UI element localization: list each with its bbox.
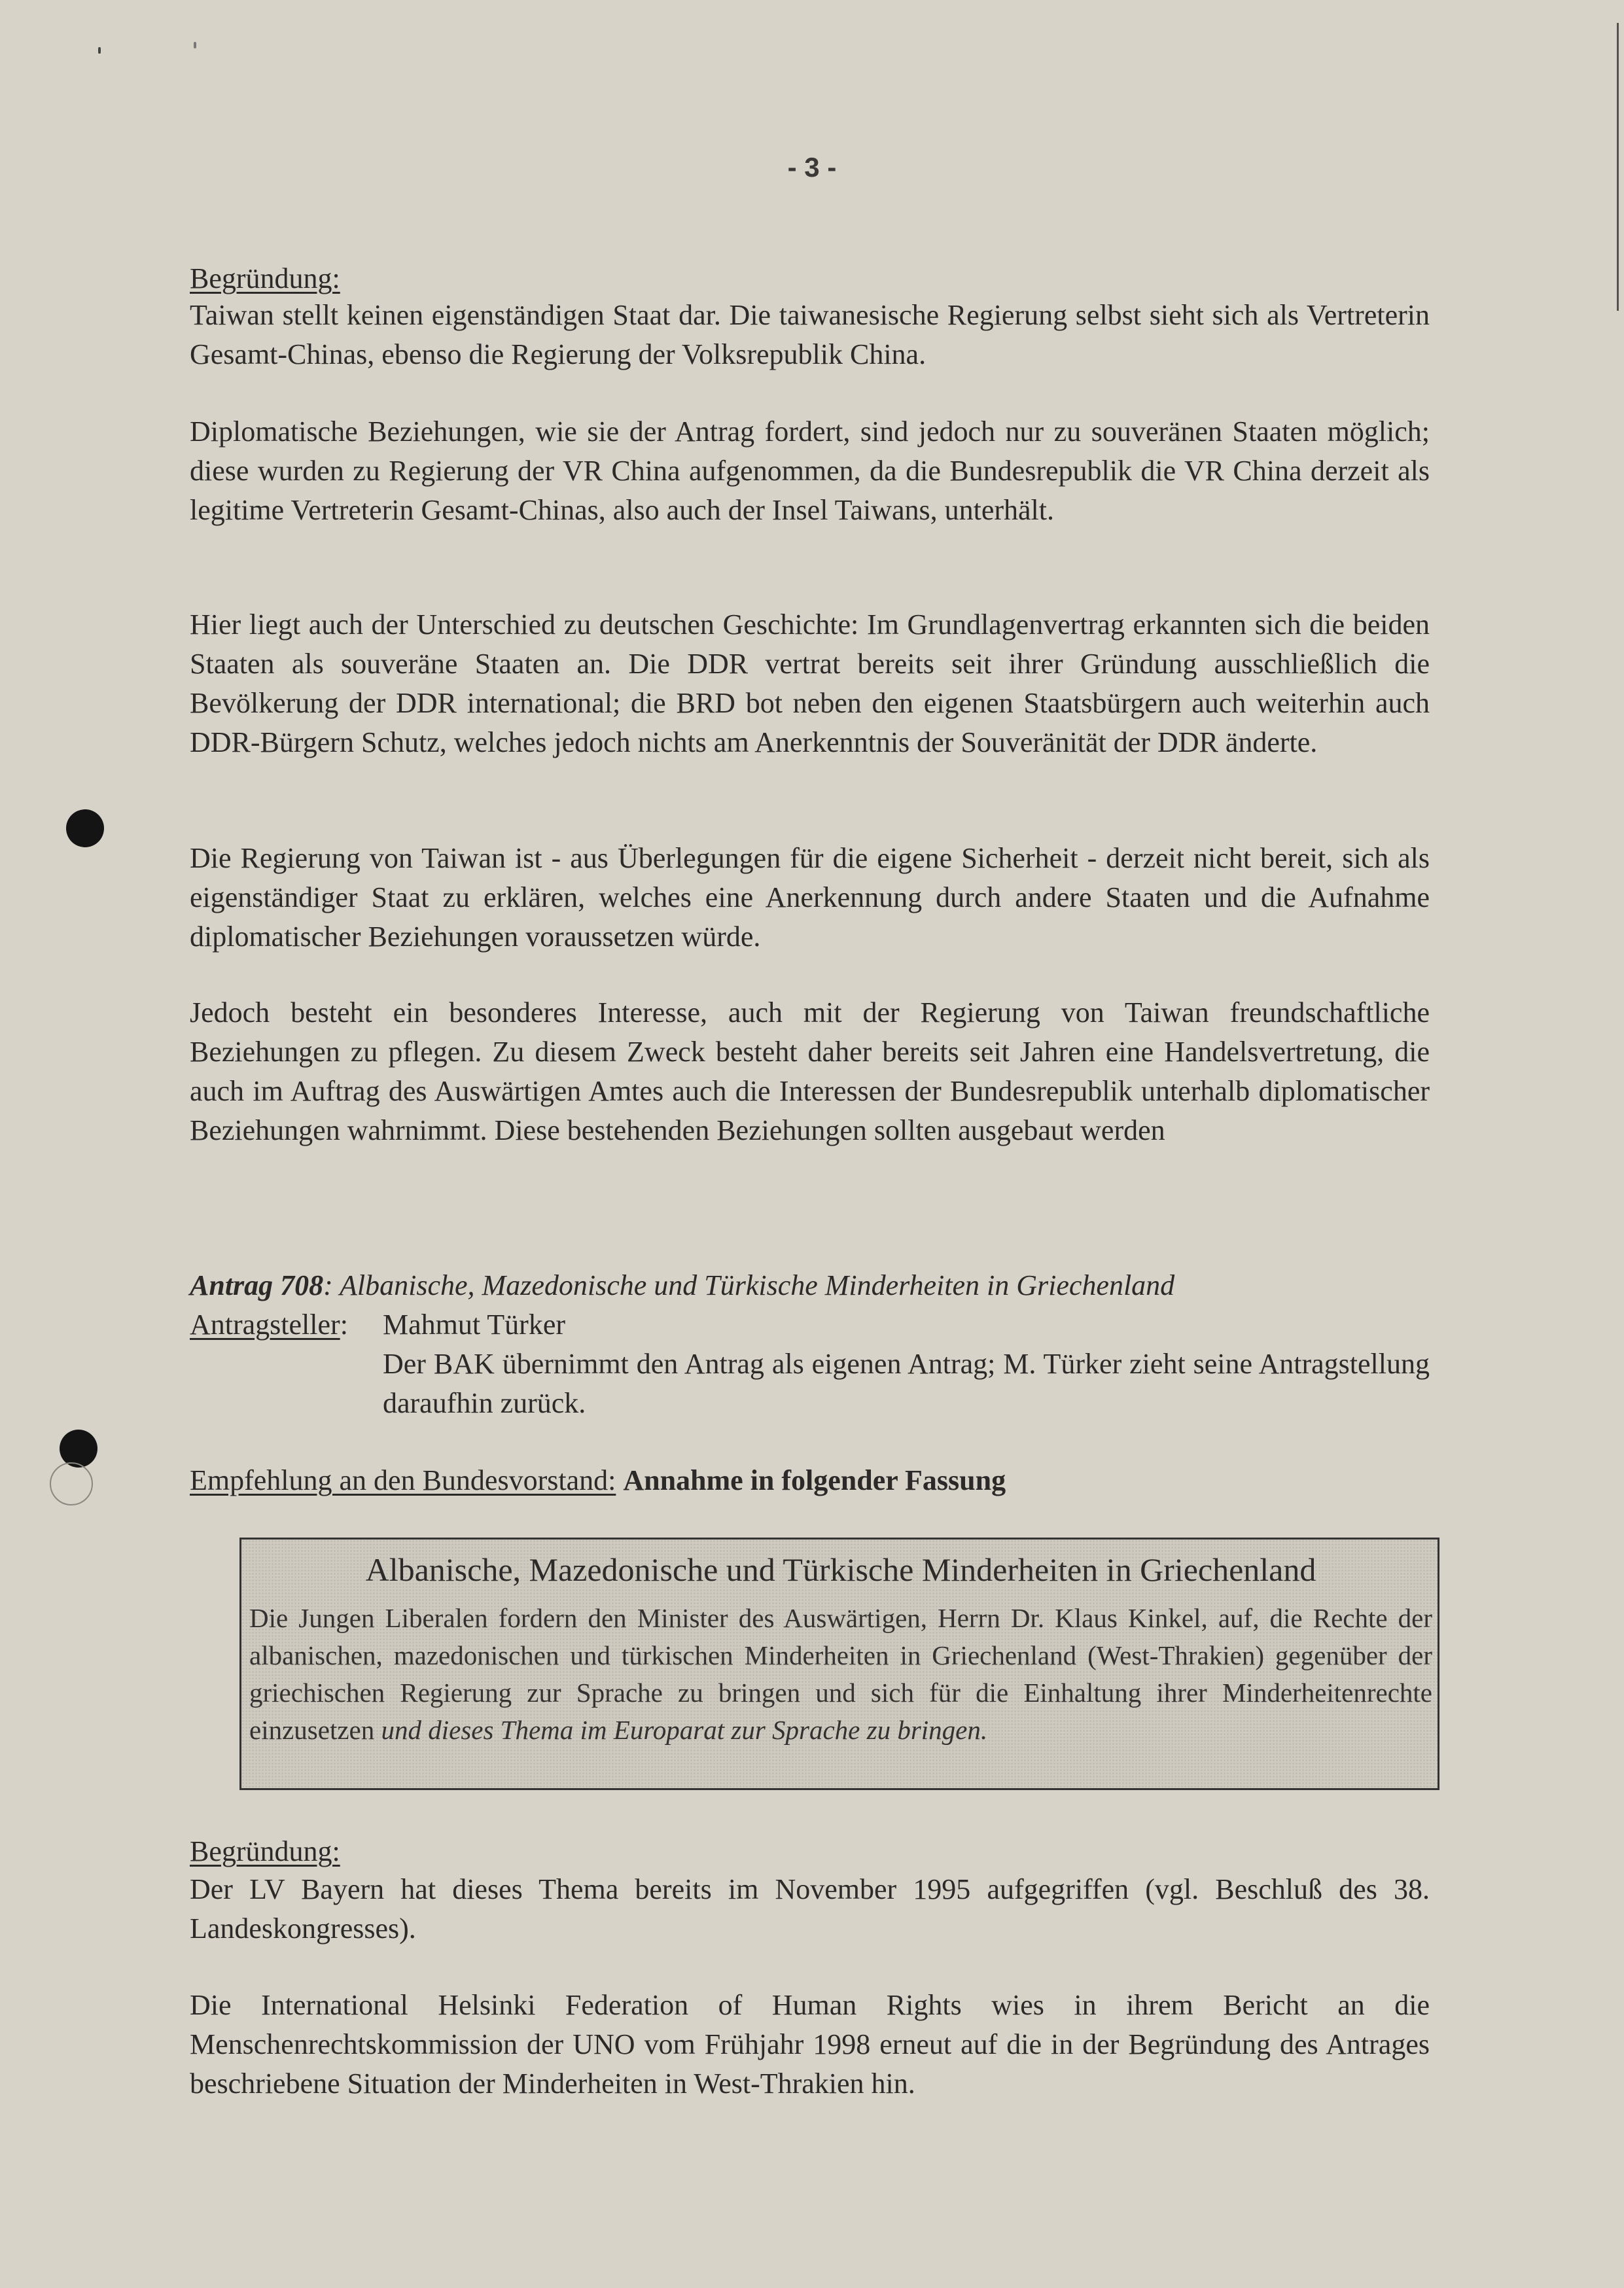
paragraph: Die Regierung von Taiwan ist - aus Überlegungen für die eigene Sicherheit - derzeit nicht bereit, sich als eigenständiger Staat zu erklären, welches eine Anerkennung durch andere Staaten und die Aufnahme diplomatischer Beziehungen voraussetzen würde. — [190, 842, 1430, 953]
recommendation-label: Empfehlung an den Bundesvorstand: — [190, 1464, 616, 1496]
applicant-row — [190, 1305, 1430, 1345]
section-heading-begruendung: Begründung: — [190, 262, 340, 294]
applicant-label: Antragsteller — [190, 1309, 340, 1341]
paragraph: Taiwan stellt keinen eigenständigen Staat dar. Die taiwanesische Regierung selbst sieht sich als Vertreterin Gesamt-Chinas, ebenso die Regierung der Volksrepublik China. — [190, 299, 1430, 370]
section-heading-begruendung-2: Begründung: — [190, 1835, 340, 1867]
paragraph: Die International Helsinki Federation of Human Rights wies in ihrem Bericht an die Menschenrechtskommission der UNO vom Frühjahr 1998 erneut auf die in der Begründung des Antrages beschriebene Situation der Minderheiten in West-Thrakien hin. — [190, 1989, 1430, 2100]
antrag-number: Antrag 708 — [190, 1269, 324, 1301]
paragraph: Jedoch besteht ein besonderes Interesse, auch mit der Regierung von Taiwan freundschaftliche Beziehungen zu pflegen. Zu diesem Zweck besteht daher bereits seit Jahren eine Handelsvertretung, die auch im Auftrag des Auswärtigen Amtes auch die Interessen der Bundesrepublik unterhalb diplomatischer Beziehungen wahrnimmt. Diese bestehenden Beziehungen sollten ausgebaut werden — [190, 996, 1430, 1146]
page-number: - 3 - — [787, 152, 837, 183]
punch-hole-ring-icon — [50, 1462, 93, 1505]
proposal-box-title: Albanische, Mazedonische und Türkische Minderheiten in Griechenland — [365, 1551, 1316, 1588]
antrag-title: : Albanische, Mazedonische und Türkische Minderheiten in Griechenland — [323, 1269, 1175, 1301]
antrag-heading — [190, 1266, 1430, 1305]
proposal-text-box — [239, 1538, 1439, 1790]
paragraph: Hier liegt auch der Unterschied zu deutschen Geschichte: Im Grundlagenvertrag erkannten sich die beiden Staaten als souveräne Staaten an. Die DDR vertrat bereits seit ihrer Gründung ausschließlich die Bevölkerung der DDR international; die BRD bot neben den eigenen Staatsbürgern auch weiterhin auch DDR-Bürgern Schutz, welches jedoch nichts am Anerkenntnis der Souveränität der DDR änderte. — [190, 608, 1430, 758]
scan-speck — [194, 42, 196, 48]
proposal-body-regular: Die Jungen Liberalen fordern den Minister des Auswärtigen, Herrn Dr. Klaus Kinkel, auf, die Rechte der albanischen, mazedonischen und türkischen Minderheiten in Griechenland (West-Thrakien) gegenüber der griechischen Regierung zur Sprache zu bringen und sich für die Einhaltung ihrer Minderheitenrechte einzusetzen — [249, 1603, 1432, 1745]
applicant-name: Mahmut Türker — [383, 1309, 566, 1341]
proposal-box-body — [249, 1600, 1432, 1749]
recommendation-row — [190, 1461, 1430, 1500]
scan-speck — [98, 47, 101, 54]
proposal-body-italic: und dieses Thema im Europarat zur Sprache zu bringen. — [381, 1715, 988, 1745]
applicant-note: Der BAK übernimmt den Antrag als eigenen Antrag; M. Türker zieht seine Antragstellung daraufhin zurück. — [383, 1348, 1430, 1419]
recommendation-value: Annahme in folgender Fassung — [623, 1464, 1006, 1496]
paragraph: Diplomatische Beziehungen, wie sie der Antrag fordert, sind jedoch nur zu souveränen Staaten möglich; diese wurden zu Regierung der VR China aufgenommen, da die Bundesrepublik die VR China derzeit als legitime Vertreterin Gesamt-Chinas, also auch der Insel Taiwans, unterhält. — [190, 415, 1430, 526]
paragraph: Der LV Bayern hat dieses Thema bereits im November 1995 aufgegriffen (vgl. Beschluß des 38. Landeskongresses). — [190, 1873, 1430, 1945]
applicant-colon: : — [340, 1309, 348, 1341]
punch-hole-icon — [66, 809, 104, 847]
punch-hole-icon — [60, 1430, 97, 1468]
